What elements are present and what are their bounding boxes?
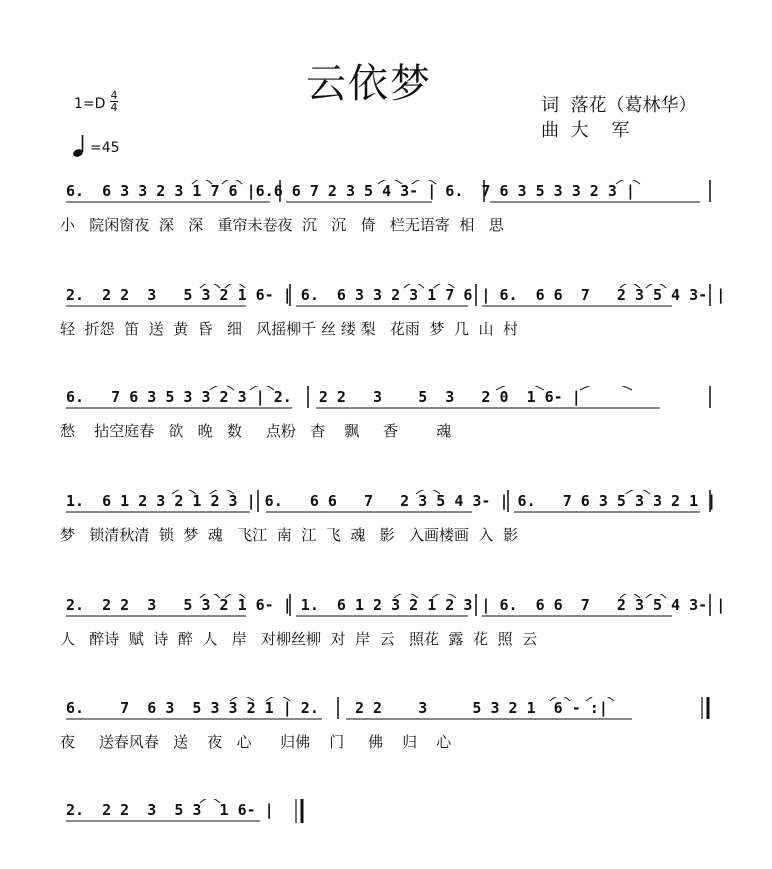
system-2-notes: 2. 2 2 3 5 3 2 1 6- | 6. 6 3 3 2 3 1 7 6 | 6. 6 6 7 2 3 5 4 3- | xyxy=(66,286,726,304)
lyricist-credit: 词 落花（葛林华） xyxy=(541,95,697,116)
time-top: 4 xyxy=(110,89,118,102)
quarter-note-icon xyxy=(72,134,90,158)
system-3-notes: 6. 7 6 3 5 3 3 2 3 | 2. 2 2 3 5 3 2 0 1 6- | xyxy=(66,388,581,406)
system-6-lyrics: 夜 送春风春 送 夜 心 归佛 门 佛 归 心 xyxy=(60,733,452,751)
credits xyxy=(541,93,696,143)
song-title: 云依梦 xyxy=(306,61,432,107)
system-4-notes: 1. 6 1 2 3 2 1 2 3 | 6. 6 6 7 2 3 5 4 3- | 6. 7 6 3 5 3 3 2 1 | xyxy=(66,492,717,510)
system-3-lyrics: 愁 拈空庭春 欲 晚 数 点粉 杳 飘 香 魂 xyxy=(60,422,452,440)
key-signature xyxy=(74,89,118,114)
system-7-notes: 2. 2 2 3 5 3 1 6- | xyxy=(66,801,274,819)
system-6-notes: 6. 7 6 3 5 3 3 2 1 | 2. 2 2 3 5 3 2 1 6 - :| xyxy=(66,699,608,717)
time-bottom: 4 xyxy=(110,101,118,114)
system-1-notes: 6. 6 3 3 2 3 1 7 6 |6.6 6 7 2 3 5 4 3- | 6. 7 6 3 5 3 3 2 3 | xyxy=(66,182,635,200)
system-5-notes: 2. 2 2 3 5 3 2 1 6- | 1. 6 1 2 3 2 1 2 3 | 6. 6 6 7 2 3 5 4 3- | xyxy=(66,596,726,614)
system-5-lyrics: 人 醉诗 赋 诗 醉 人 岸 对柳丝柳 对 岸 云 照花 露 花 照 云 xyxy=(60,630,538,648)
system-1-lyrics: 小 院闲窗夜 深 深 重帘未卷夜 沉 沉 倚 栏无语寄 相 思 xyxy=(60,216,504,234)
key-label: 1=D xyxy=(74,96,106,112)
system-4-lyrics: 梦 锁清秋清 锁 梦 魂 飞江 南 江 飞 魂 影 入画楼画 入 影 xyxy=(60,526,519,544)
composer-credit: 曲 大 军 xyxy=(541,120,630,141)
time-signature xyxy=(110,90,118,113)
tempo-value: =45 xyxy=(90,140,120,156)
system-2-lyrics: 轻 折怨 笛 送 黄 昏 细 风摇柳千 丝 缕 梨 花雨 梦 几 山 村 xyxy=(60,320,519,338)
tempo-marking xyxy=(72,134,120,158)
